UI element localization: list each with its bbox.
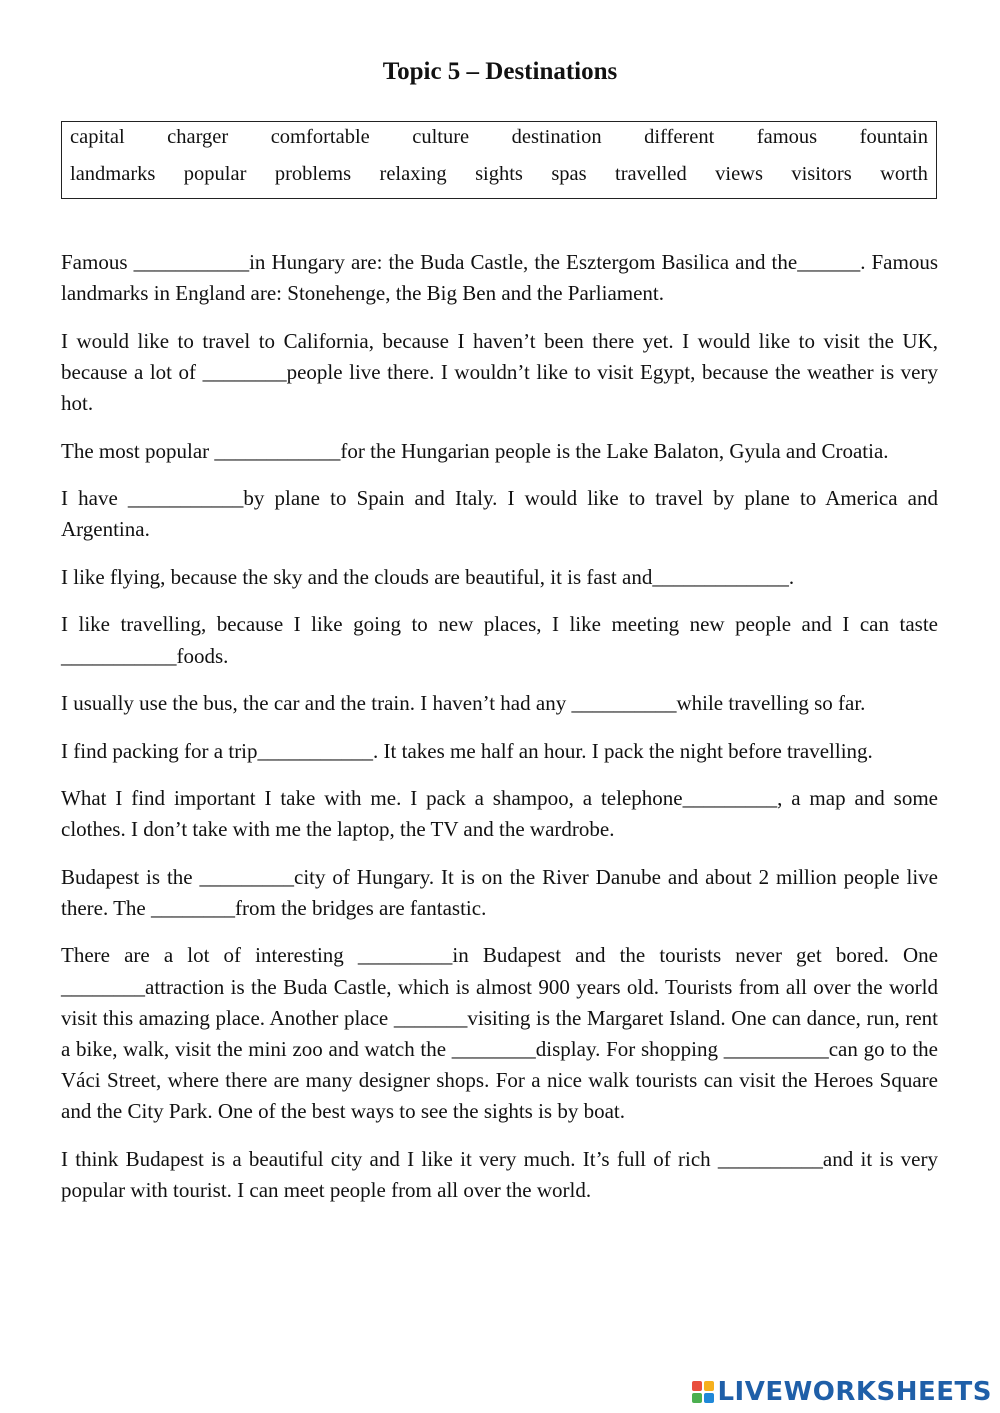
exercise-paragraph <box>61 736 938 767</box>
word-bank-word: views <box>715 163 763 185</box>
word-bank-row-1 <box>70 119 928 156</box>
answer-blank[interactable]: ________ <box>151 895 235 920</box>
paragraph-text: I find packing for a trip <box>61 738 258 763</box>
word-bank-word: spas <box>551 163 587 185</box>
paragraph-text: I usually use the bus, the car and the train. I haven’t had any <box>61 691 572 716</box>
word-bank-word: different <box>644 126 715 148</box>
exercise-paragraph <box>61 483 938 545</box>
exercise-paragraph <box>61 688 938 719</box>
exercise-paragraph <box>61 940 938 1127</box>
word-bank-word: worth <box>880 163 928 185</box>
word-bank <box>61 121 937 199</box>
word-bank-word: visitors <box>791 163 852 185</box>
word-bank-word: capital <box>70 126 125 148</box>
paragraph-text: for the Hungarian people is the Lake Balaton, Gyula and Croatia. <box>340 438 889 463</box>
exercise-paragraph <box>61 609 938 671</box>
word-bank-word: culture <box>412 126 470 148</box>
exercise-paragraph <box>61 436 938 467</box>
paragraph-text: , a map and some clothes. I don’t take with me the laptop, the TV and the wardrobe. <box>61 786 938 842</box>
word-bank-word: comfortable <box>270 126 370 148</box>
answer-blank[interactable]: ___________ <box>61 643 177 668</box>
paragraph-text: I think Budapest is a beautiful city and I like it very much. It’s full of rich <box>61 1146 718 1171</box>
answer-blank[interactable]: ____________ <box>214 438 341 463</box>
paragraph-text: and it is very popular with tourist. I can meet people from all over the world. <box>61 1146 938 1203</box>
word-bank-word: destination <box>511 126 602 148</box>
exercise-paragraph <box>61 562 938 593</box>
paragraph-text: What I find important I take with me. I pack a shampoo, a telephone <box>61 786 683 811</box>
exercise-paragraph <box>61 1144 938 1206</box>
answer-blank[interactable]: __________ <box>723 1037 829 1062</box>
exercise-paragraph <box>61 862 938 924</box>
paragraph-text: I like travelling, because I like going to new places, I like meeting new people and I can taste <box>61 612 938 637</box>
word-bank-word: landmarks <box>70 163 156 185</box>
word-bank-word: famous <box>756 126 818 148</box>
answer-blank[interactable]: ___________ <box>127 486 244 511</box>
answer-blank[interactable]: ___________ <box>133 250 250 274</box>
word-bank-word: popular <box>183 163 247 185</box>
paragraph-text: while travelling so far. <box>676 691 866 716</box>
paragraph-text: I would like to travel to California, because I haven’t been there yet. I would like to visit the UK, because a lot of <box>61 328 938 384</box>
paragraph-text: from the bridges are fantastic. <box>235 895 487 920</box>
exercise-text <box>61 247 938 1223</box>
logo-icon <box>692 1381 714 1403</box>
answer-blank[interactable]: _____________ <box>652 564 789 589</box>
word-bank-row-2 <box>70 156 928 193</box>
word-bank-word: relaxing <box>379 163 447 185</box>
paragraph-text: I like flying, because the sky and the clouds are beautiful, it is fast and <box>61 564 653 589</box>
paragraph-text: foods. <box>176 643 229 668</box>
paragraph-text: city of Hungary. It is on the River Danube and about 2 million people live there. The <box>61 864 938 920</box>
answer-blank[interactable]: ________ <box>61 974 145 999</box>
paragraph-text: . <box>788 564 795 589</box>
exercise-paragraph <box>61 783 938 845</box>
answer-blank[interactable]: ________ <box>451 1037 536 1062</box>
paragraph-text: I have <box>61 486 128 511</box>
answer-blank[interactable]: _________ <box>199 864 295 889</box>
paragraph-text: The most popular <box>61 438 215 463</box>
word-bank-word: charger <box>167 126 229 148</box>
answer-blank[interactable]: ______ <box>797 250 861 274</box>
paragraph-text: . Famous landmarks in England are: Stonehenge, the Big Ben and the Parliament. <box>61 250 938 306</box>
paragraph-text: attraction is the Buda Castle, which is almost 900 years old. Tourists from all over the world visit this amazing place. Another place <box>61 974 938 1030</box>
paragraph-text: Famous <box>61 250 134 274</box>
paragraph-text: in Budapest and the tourists never get bored. One <box>452 943 938 968</box>
word-bank-word: sights <box>475 163 523 185</box>
paragraph-text: There are a lot of interesting <box>61 943 358 968</box>
liveworksheets-logo <box>692 1377 992 1407</box>
paragraph-text: display. For shopping <box>535 1037 724 1062</box>
paragraph-text: by plane to Spain and Italy. I would like to travel by plane to America and Argentina. <box>61 486 938 542</box>
exercise-paragraph <box>61 326 938 420</box>
exercise-paragraph <box>61 247 938 309</box>
answer-blank[interactable]: _________ <box>357 943 453 968</box>
answer-blank[interactable]: __________ <box>571 691 677 716</box>
paragraph-text: . It takes me half an hour. I pack the night before travelling. <box>373 738 873 763</box>
paragraph-text: people live there. I wouldn’t like to visit Egypt, because the weather is very hot. <box>61 359 938 416</box>
paragraph-text: in Hungary are: the Buda Castle, the Esztergom Basilica and the <box>249 250 798 274</box>
answer-blank[interactable]: _________ <box>682 786 778 811</box>
answer-blank[interactable]: _______ <box>393 1005 468 1030</box>
answer-blank[interactable]: __________ <box>717 1146 823 1171</box>
answer-blank[interactable]: ___________ <box>257 738 374 763</box>
word-bank-word: travelled <box>615 163 687 185</box>
answer-blank[interactable]: ________ <box>202 359 287 384</box>
word-bank-word: fountain <box>859 126 928 148</box>
paragraph-text: can go to the Váci Street, where there are many designer shops. For a nice walk tourists can visit the Heroes Square and the City Park. One of the best ways to see the sights is by boat. <box>61 1037 938 1124</box>
logo-text: LIVEWORKSHEETS <box>717 1377 992 1407</box>
paragraph-text: Budapest is the <box>61 864 200 889</box>
word-bank-word: problems <box>274 163 352 185</box>
paragraph-text: visiting is the Margaret Island. One can dance, run, rent a bike, walk, visit the mini zoo and watch the <box>61 1005 938 1062</box>
page-title: Topic 5 – Destinations <box>382 58 618 85</box>
